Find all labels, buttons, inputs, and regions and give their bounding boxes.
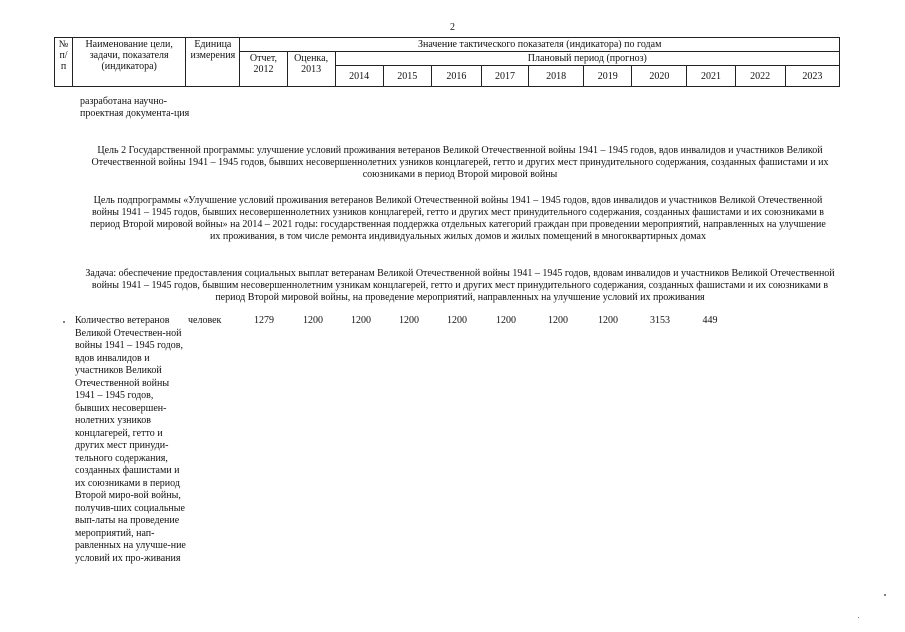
value-2020: 3153 — [650, 315, 670, 326]
value-2013: 1200 — [303, 315, 323, 326]
indicator-header-table — [54, 37, 840, 87]
header-values: Значение тактического показателя (индикатора) по годам — [240, 38, 840, 52]
indicator-label: Количество ветеранов Великой Отечествен-ной войны 1941 – 1945 годов, вдов инвалидов и участников Великой Отечественной войны 1941 – 1945 годов, бывших несовершен-нолетних узников концлагерей, гетто и других мест принуди-тельного содержания, созданных фашистами и их союзниками в период Второй миро-вой войны, получив-ших социальные вып-латы на проведение мероприятий, нап-равленных на улучше-ние условий их про-живания — [75, 315, 186, 564]
value-2021: 449 — [702, 315, 718, 326]
header-unit: Единица измерения — [186, 38, 240, 87]
scan-speck — [63, 321, 65, 323]
value-2016: 1200 — [447, 315, 467, 326]
page-number: 2 — [450, 22, 455, 33]
indicator-unit: человек — [188, 315, 222, 326]
value-2017: 1200 — [496, 315, 516, 326]
header-number: № п/п — [55, 38, 73, 87]
subprogram-goal: Цель подпрограммы «Улучшение условий проживания ветеранов Великой Отечественной войны 1941 – 1945 годов, вдов инвалидов и участников Великой Отечественной войны 1941 – 1945 годов, бывших несовершеннолетних узников концлагерей, гетто и других мест принудительного содержания, созданных фашистами и их союзниками в период Второй мировой войны» на 2014 – 2021 годы: государственная поддержка отдельных категорий граждан при проведении мероприятий, направленных на улучшение их проживания, в том числе ремонта индивидуальных жилых домов и жилых помещений в многоквартирных домах — [90, 195, 826, 242]
header-year: 2017 — [481, 66, 528, 87]
header-year: 2016 — [431, 66, 481, 87]
header-plan: Плановый период (прогноз) — [335, 52, 839, 66]
header-name: Наименование цели, задачи, показателя (индикатора) — [73, 38, 186, 87]
header-year: 2020 — [632, 66, 687, 87]
program-goal: Цель 2 Государственной программы: улучшение условий проживания ветеранов Великой Отечественной войны 1941 – 1945 годов, вдов инвалидов и участников Великой Отечественной войны 1941 – 1945 годов, бывших несовершеннолетних узников концлагерей, гетто и других мест принудительного содержания, созданных фашистами и их союзниками в период Второй мировой войны — [91, 145, 829, 180]
continuation-text: разработана научно-проектная документа-ция — [80, 96, 190, 119]
scan-speck — [858, 617, 859, 618]
header-year: 2023 — [785, 66, 839, 87]
header-report: Отчет, 2012 — [240, 52, 287, 87]
value-2015: 1200 — [399, 315, 419, 326]
header-year: 2022 — [735, 66, 785, 87]
header-year: 2015 — [383, 66, 431, 87]
header-year: 2021 — [687, 66, 735, 87]
task-statement: Задача: обеспечение предоставления социальных выплат ветеранам Великой Отечественной войны 1941 – 1945 годов, вдовам инвалидов и участников Великой Отечественной войны 1941 – 1945 годов, бывшим несовершеннолетним узникам концлагерей, гетто и других мест принудительного содержания, созданных фашистами и их союзниками в период Второй мировой войны, на проведение мероприятий, направленных на улучшение условий их проживания — [85, 268, 835, 303]
value-2019: 1200 — [598, 315, 618, 326]
header-estimate: Оценка, 2013 — [287, 52, 335, 87]
value-2012: 1279 — [254, 315, 274, 326]
header-year: 2018 — [529, 66, 584, 87]
header-year: 2019 — [584, 66, 632, 87]
header-year: 2014 — [335, 66, 383, 87]
value-2014: 1200 — [351, 315, 371, 326]
value-2018: 1200 — [548, 315, 568, 326]
scan-speck — [884, 594, 886, 596]
